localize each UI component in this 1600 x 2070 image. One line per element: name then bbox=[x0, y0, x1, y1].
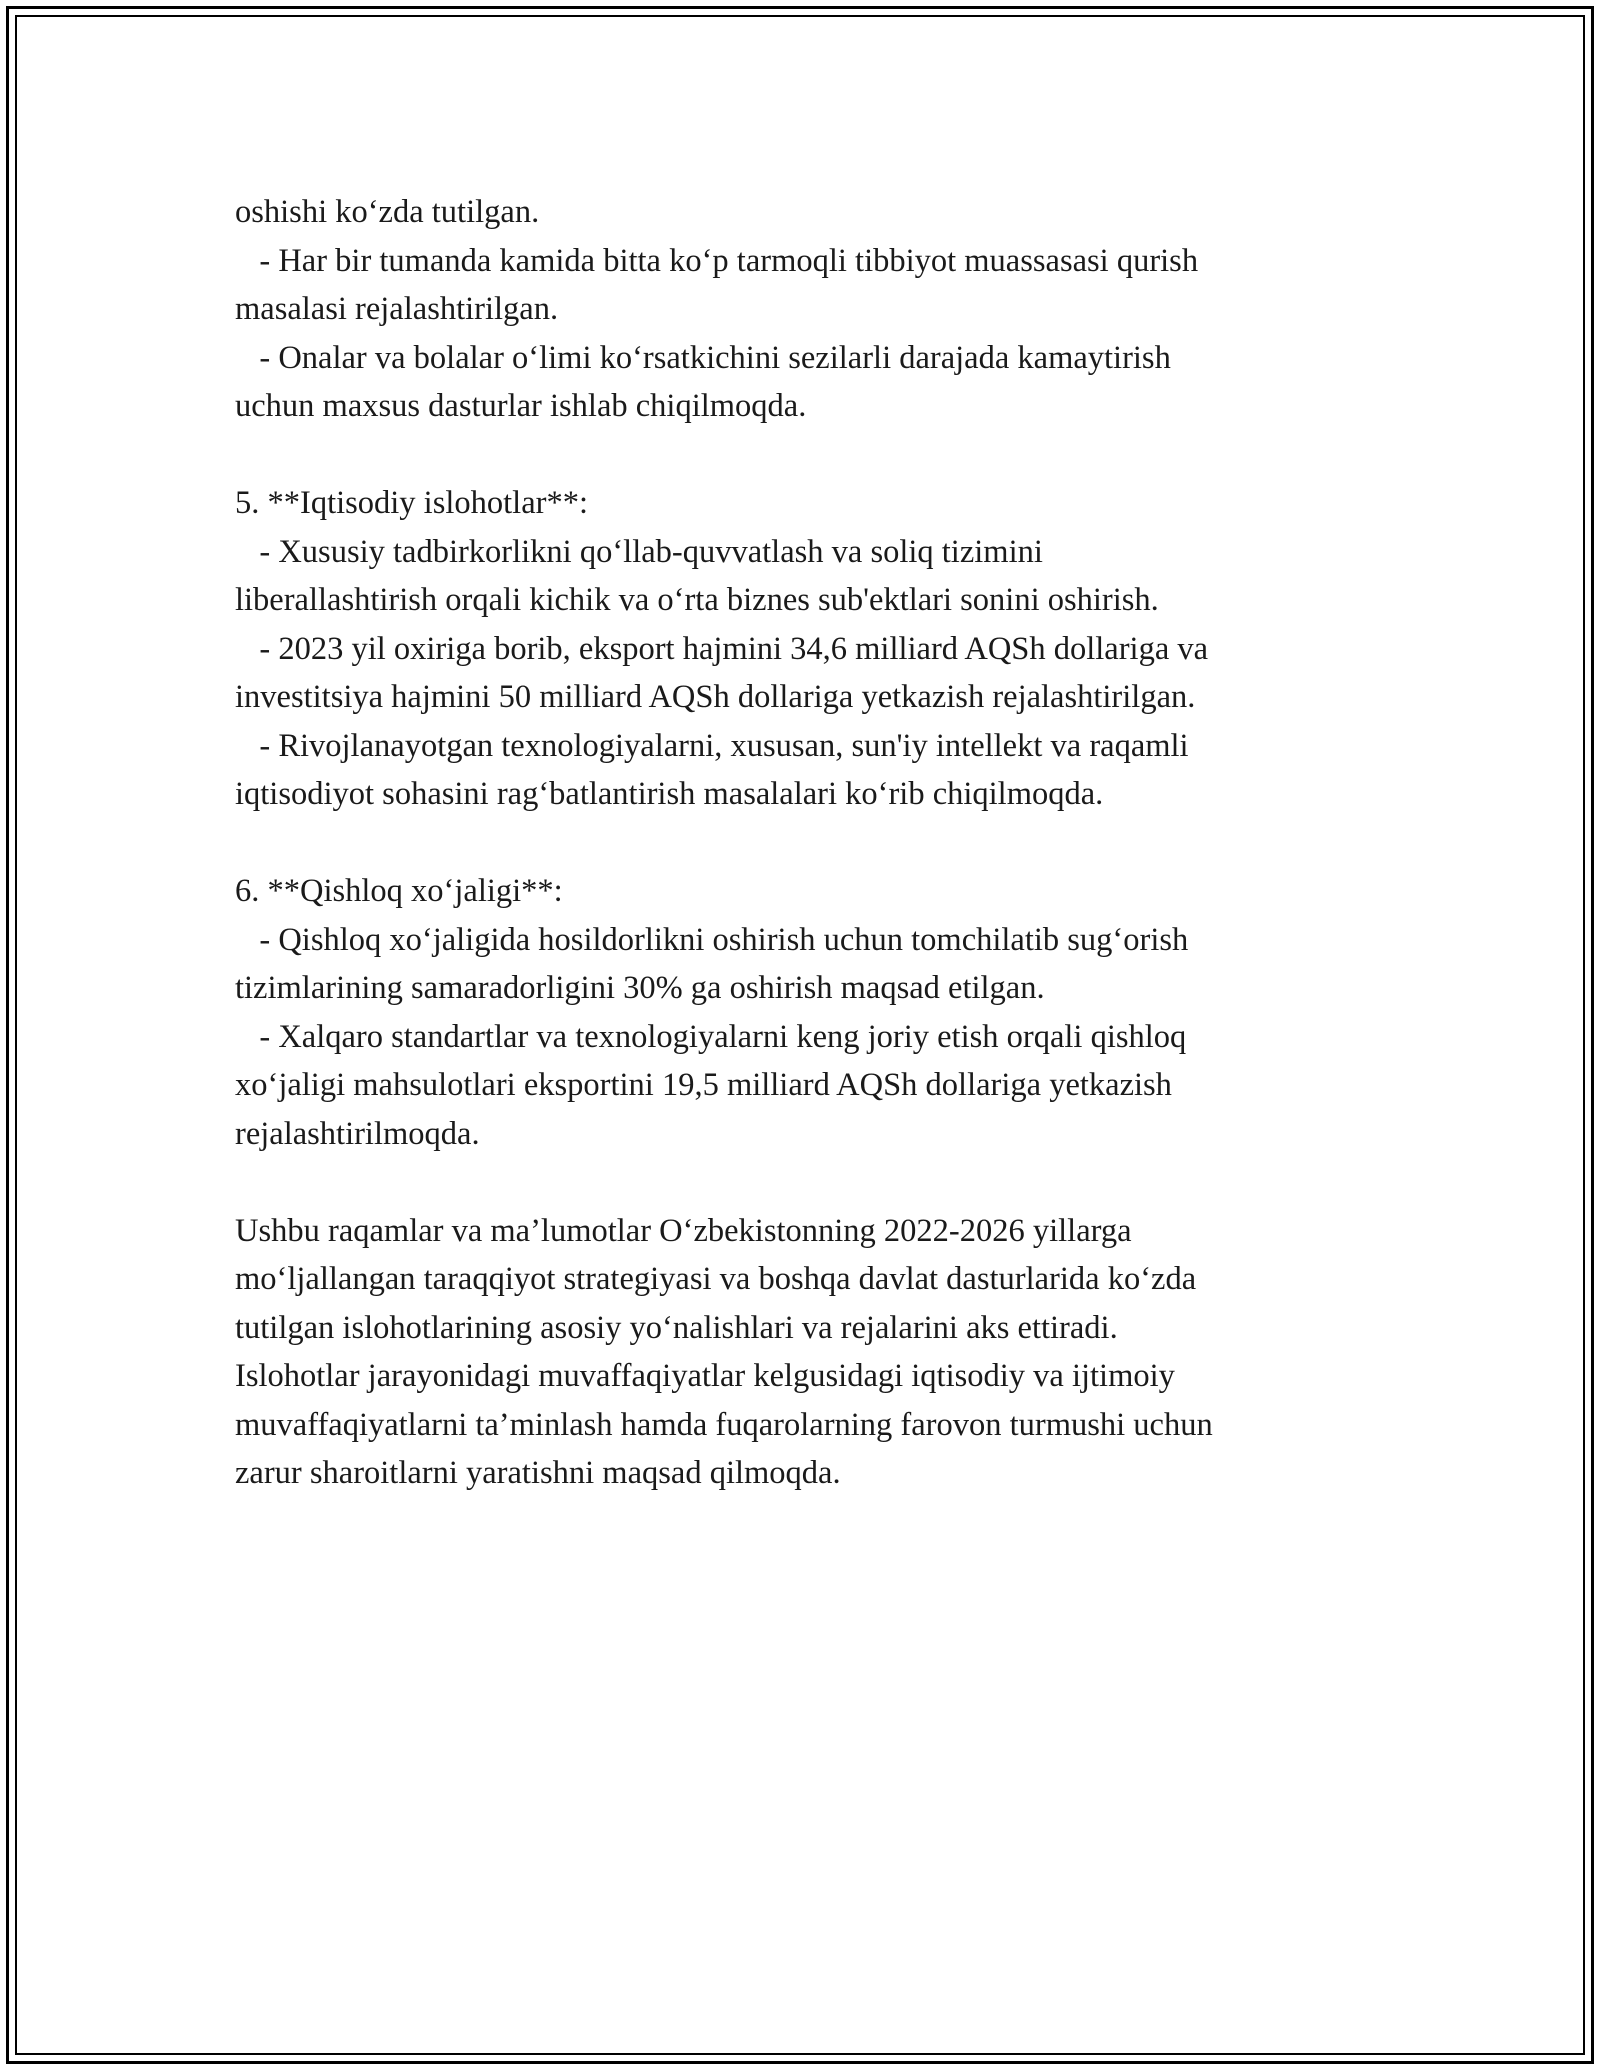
blank-line bbox=[235, 819, 1375, 868]
text-line: uchun maxsus dasturlar ishlab chiqilmoqda. bbox=[235, 388, 807, 424]
blank-line bbox=[235, 431, 1375, 480]
conclusion-line: Islohotlar jarayonidagi muvaffaqiyatlar kelgusidagi iqtisodiy va ijtimoiy bbox=[235, 1358, 1175, 1394]
text-line: - Har bir tumanda kamida bitta ko‘p tarmoqli tibbiyot muassasasi qurish bbox=[235, 242, 1199, 279]
text-line: - Xalqaro standartlar va texnologiyalarni keng joriy etish orqali qishloq bbox=[235, 1018, 1187, 1055]
text-line: rejalashtirilmoqda. bbox=[235, 1115, 480, 1152]
text-line: - Xususiy tadbirkorlikni qo‘llab-quvvatlash va soliq tizimini bbox=[235, 533, 1043, 570]
text-line: liberallashtirish orqali kichik va o‘rta biznes sub'ektlari sonini oshirish. bbox=[235, 582, 1159, 618]
text-line: - Onalar va bolalar o‘limi ko‘rsatkichini sezilarli darajada kamaytirish bbox=[235, 339, 1171, 376]
conclusion-line: tutilgan islohotlarining asosiy yo‘nalishlari va rejalarini aks ettiradi. bbox=[235, 1309, 1118, 1346]
text-line: oshishi ko‘zda tutilgan. bbox=[235, 194, 540, 230]
text-line: iqtisodiyot sohasini rag‘batlantirish masalalari ko‘rib chiqilmoqda. bbox=[235, 776, 1104, 812]
conclusion-line: mo‘ljallangan taraqqiyot strategiyasi va boshqa davlat dasturlarida ko‘zda bbox=[235, 1261, 1197, 1297]
document-body bbox=[235, 188, 1375, 1498]
text-line: tizimlarining samaradorligini 30% ga oshirish maqsad etilgan. bbox=[235, 970, 1045, 1006]
text-line: - Rivojlanayotgan texnologiyalarni, xususan, sun'iy intellekt va raqamli bbox=[235, 727, 1189, 764]
section-heading-economic-reforms: 5. **Iqtisodiy islohotlar**: bbox=[235, 485, 588, 521]
text-line: investitsiya hajmini 50 milliard AQSh dollariga yetkazish rejalashtirilgan. bbox=[235, 679, 1196, 715]
blank-line bbox=[235, 1158, 1375, 1207]
text-line: - 2023 yil oxiriga borib, eksport hajmini 34,6 milliard AQSh dollariga va bbox=[235, 630, 1209, 667]
text-line: masalasi rejalashtirilgan. bbox=[235, 291, 559, 327]
conclusion-line: muvaffaqiyatlarni ta’minlash hamda fuqarolarning farovon turmushi uchun bbox=[235, 1406, 1213, 1443]
conclusion-line: Ushbu raqamlar va ma’lumotlar O‘zbekistonning 2022-2026 yillarga bbox=[235, 1212, 1132, 1249]
section-heading-agriculture: 6. **Qishloq xo‘jaligi**: bbox=[235, 873, 563, 909]
text-line: - Qishloq xo‘jaligida hosildorlikni oshirish uchun tomchilatib sug‘orish bbox=[235, 921, 1189, 958]
text-line: xo‘jaligi mahsulotlari eksportini 19,5 milliard AQSh dollariga yetkazish bbox=[235, 1067, 1172, 1103]
conclusion-line: zarur sharoitlarni yaratishni maqsad qilmoqda. bbox=[235, 1455, 841, 1491]
